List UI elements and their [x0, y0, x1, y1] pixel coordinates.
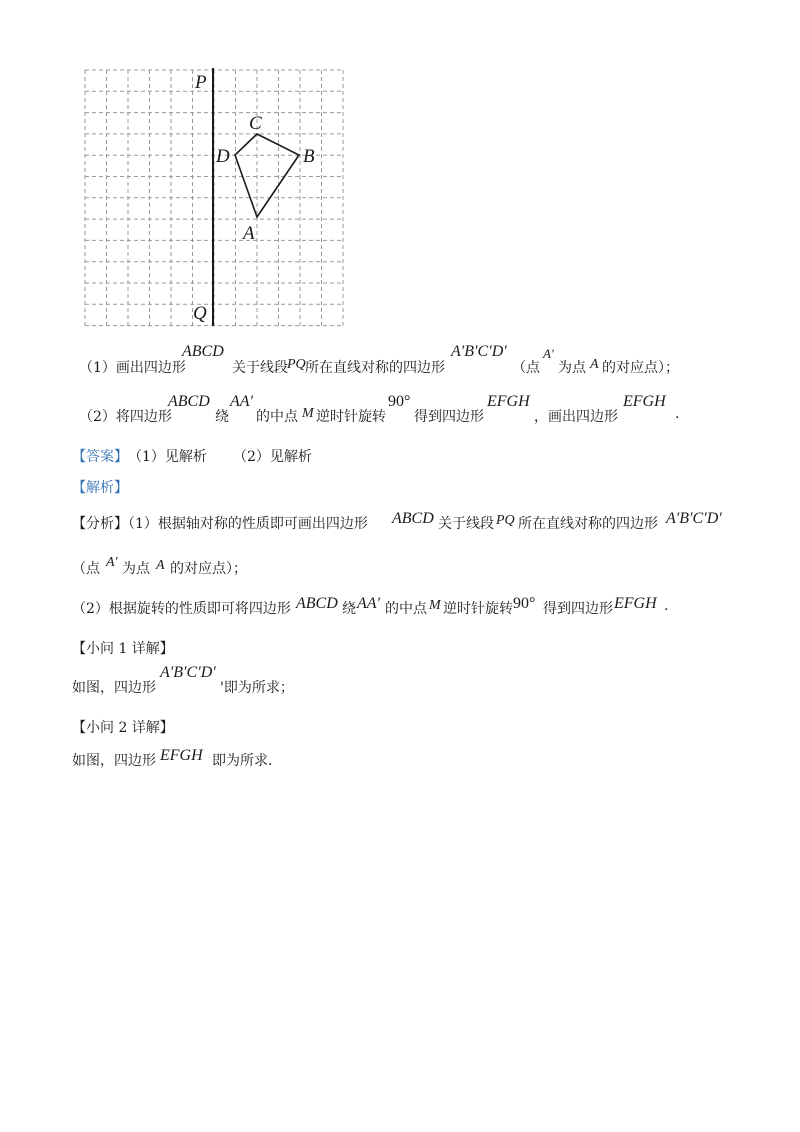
analysis-l3-i: 得到四边形: [543, 601, 613, 617]
q2-period: .: [675, 406, 680, 422]
jiexi-tag: 【解析】: [72, 480, 128, 496]
analysis-l2-c: 为点: [122, 561, 150, 577]
analysis-l2-a: A: [156, 558, 165, 573]
label-p: P: [195, 72, 207, 93]
answer-part2: （2）见解析: [233, 449, 312, 465]
analysis-l1-text: 【分析】（1）根据轴对称的性质即可画出四边形: [72, 516, 368, 532]
q2-text-a: （2）将四边形: [79, 409, 172, 425]
analysis-l3-efgh: EFGH: [614, 595, 657, 612]
q2-text-k: ，画出四边形: [534, 409, 618, 425]
analysis-l2-a: （点: [72, 561, 100, 577]
q2-text-g: 逆时针旋转: [316, 409, 386, 425]
analysis-l1-c: 关于线段: [438, 516, 494, 532]
analysis-l3-90deg: 90°: [513, 595, 536, 612]
q1-abcd: ABCD: [182, 343, 224, 360]
detail-1-text-a: 如图，四边形: [72, 680, 156, 696]
q1-text-i: 为点: [558, 360, 586, 376]
q1-pq: PQ: [287, 357, 306, 372]
detail-1-abcd-prime: A′B′C′D′: [160, 664, 216, 681]
q2-efgh-2: EFGH: [623, 393, 666, 410]
q2-90deg: 90°: [388, 393, 411, 410]
quadrilateral-abcd: [235, 134, 299, 217]
analysis-l3-g: 逆时针旋转: [443, 601, 513, 617]
detail-2-efgh: EFGH: [160, 747, 203, 764]
q1-a: A: [590, 357, 599, 372]
answer-tag: 【答案】: [72, 449, 128, 465]
label-a: A: [243, 223, 255, 244]
q2-text-i: 得到四边形: [414, 409, 484, 425]
grid-figure: [80, 64, 380, 334]
analysis-l1-e: 所在直线对称的四边形: [518, 516, 658, 532]
q2-text-c: 绕: [215, 409, 229, 425]
label-b: B: [303, 146, 315, 167]
detail-2-head: 【小问 2 详解】: [72, 720, 174, 736]
detail-2-text-a: 如图，四边形: [72, 753, 156, 769]
detail-1-head: 【小问 1 详解】: [72, 641, 174, 657]
analysis-l3-a: （2）根据旋转的性质即可将四边形: [72, 601, 291, 617]
analysis-l1-abcd-prime: A′B′C′D′: [666, 510, 722, 527]
answer-part1: （1）见解析: [128, 449, 207, 465]
analysis-l3-period: .: [664, 598, 669, 614]
q1-abcd-prime: A′B′C′D′: [451, 343, 507, 360]
q2-text-e: 的中点: [256, 409, 298, 425]
q2-abcd: ABCD: [168, 393, 210, 410]
q1-text-g: （点: [512, 360, 540, 376]
q1-a-prime: A′: [543, 346, 554, 361]
q2-efgh: EFGH: [487, 393, 530, 410]
label-q: Q: [193, 303, 207, 324]
detail-2-text-c: 即为所求.: [212, 753, 273, 769]
analysis-l3-c: 绕: [342, 601, 356, 617]
q1-text-a: （1）画出四边形: [79, 360, 186, 376]
analysis-l3-abcd: ABCD: [296, 595, 338, 612]
analysis-l3-e: 的中点: [385, 601, 427, 617]
q2-aa-prime: AA′: [230, 393, 254, 410]
analysis-l2-e: 的对应点）；: [170, 561, 247, 577]
analysis-l2-a-prime: A′: [106, 555, 118, 570]
analysis-l1-abcd: ABCD: [392, 510, 434, 527]
q1-text-e: 所在直线对称的四边形: [305, 360, 445, 376]
detail-1-text-c: '即为所求；: [220, 680, 294, 696]
q1-text-k: 的对应点）；: [602, 360, 679, 376]
analysis-l1-pq: PQ: [496, 513, 515, 528]
q1-text-c: 关于线段: [232, 360, 288, 376]
q2-m: M: [302, 406, 314, 421]
analysis-l3-m: M: [429, 598, 441, 613]
label-d: D: [216, 146, 230, 167]
label-c: C: [249, 113, 262, 134]
analysis-l3-aa-prime: AA′: [357, 595, 381, 612]
